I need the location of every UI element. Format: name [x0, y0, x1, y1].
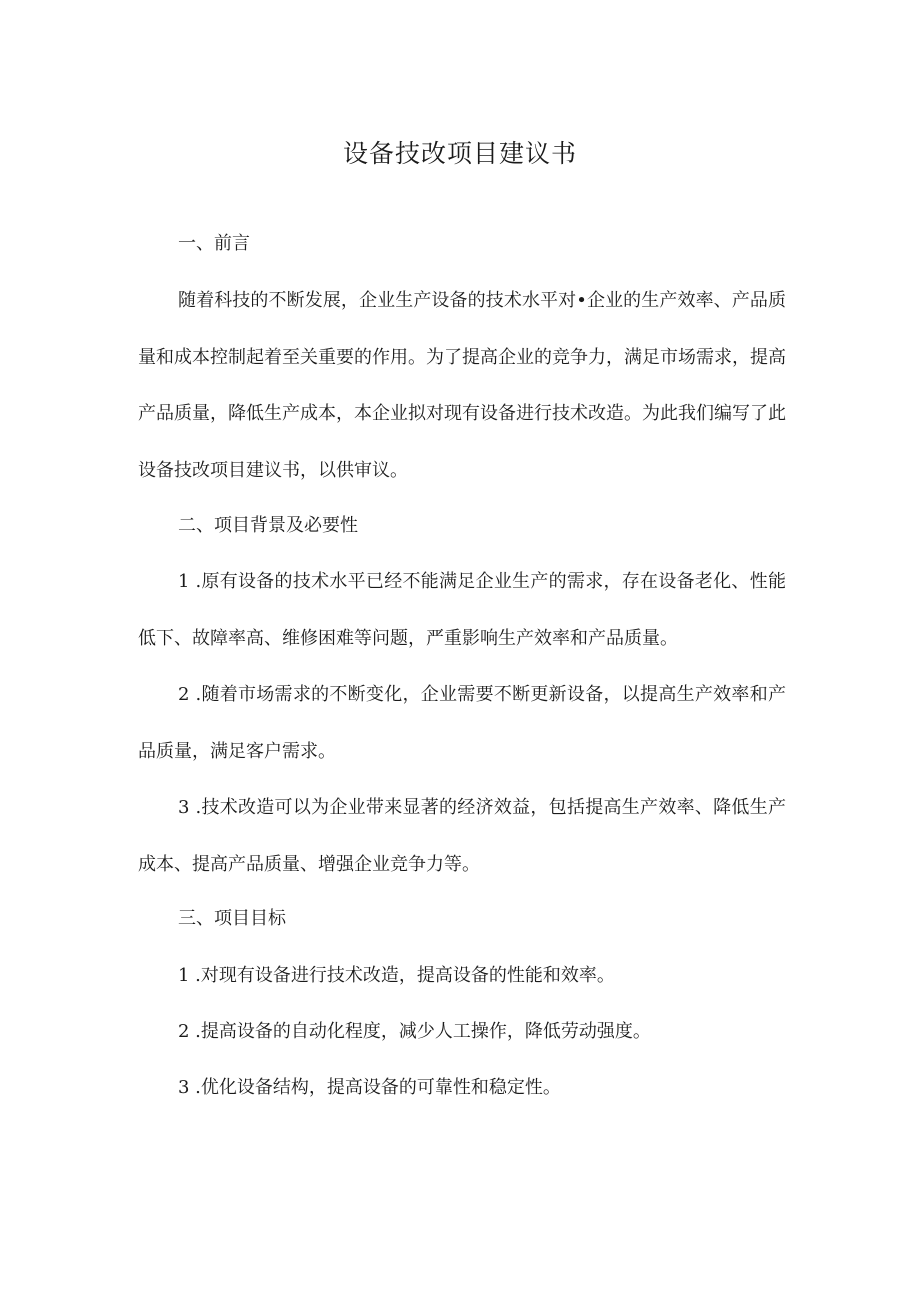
background-item-2: 2 .随着市场需求的不断变化，企业需要不断更新设备，以提高生产效率和产品质量，满足客户需求。 [138, 684, 786, 762]
goals-item-1: 1 .对现有设备进行技术改造，提高设备的性能和效率。 [178, 965, 615, 986]
section-heading-goals: 三、项目目标 [178, 908, 286, 929]
section-heading-preface: 一、前言 [178, 233, 250, 254]
goals-item-2: 2 .提高设备的自动化程度，减少人工操作，降低劳动强度。 [178, 1021, 651, 1042]
background-item-3: 3 .技术改造可以为企业带来显著的经济效益，包括提高生产效率、降低生产成本、提高产品质量、增强企业竞争力等。 [138, 797, 786, 875]
section-heading-background: 二、项目背景及必要性 [178, 515, 358, 536]
background-item-1: 1 .原有设备的技术水平已经不能满足企业生产的需求，存在设备老化、性能低下、故障率高、维修困难等问题，严重影响生产效率和产品质量。 [138, 571, 786, 649]
document-title: 设备技改项目建议书 [342, 139, 577, 168]
preface-paragraph: 随着科技的不断发展，企业生产设备的技术水平对•企业的生产效率、产品质量和成本控制起着至关重要的作用。为了提高企业的竞争力，满足市场需求，提高产品质量，降低生产成本，本企业拟对现有设备进行技术改造。为此我们编写了此设备技改项目建议书，以供审议。 [138, 290, 786, 481]
goals-item-3: 3 .优化设备结构，提高设备的可靠性和稳定性。 [178, 1077, 561, 1098]
